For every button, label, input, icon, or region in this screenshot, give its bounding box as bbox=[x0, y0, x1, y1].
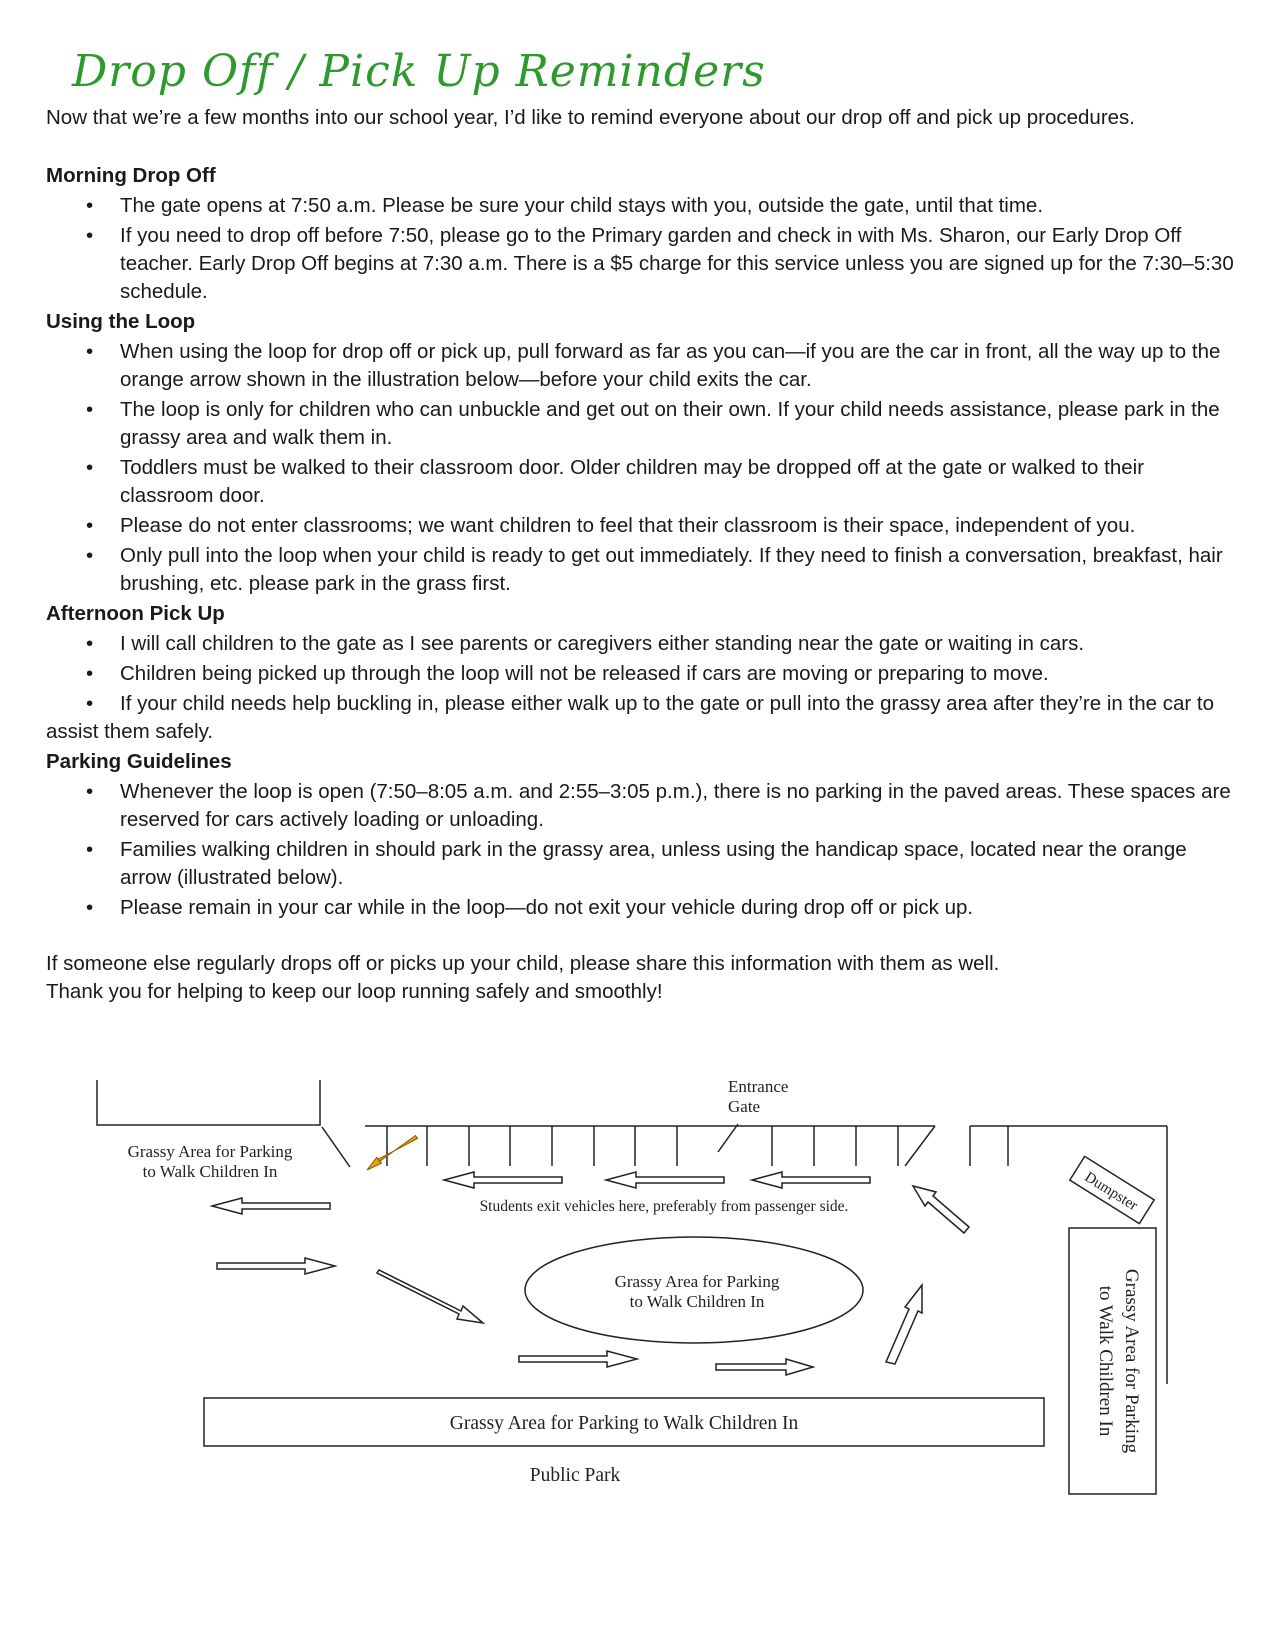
list-item: • Only pull into the loop when your child is ready to get out immediately. If they need to finish a conversation, breakfast, hair brushing, etc. please park in the grass first. bbox=[46, 542, 1236, 598]
list-morning-drop-off bbox=[46, 192, 1236, 306]
heading-using-the-loop: Using the Loop bbox=[46, 310, 196, 333]
arrow-up-left bbox=[913, 1186, 969, 1233]
grassy-area-bottom-label: Grassy Area for Parking to Walk Children In bbox=[449, 1413, 799, 1434]
arrow-left bbox=[752, 1172, 870, 1188]
grassy-area-topleft-diagonal bbox=[322, 1127, 350, 1167]
entrance-gate-label-2: Gate bbox=[728, 1097, 761, 1116]
arrow-right bbox=[716, 1359, 813, 1375]
list-afternoon-pick-up bbox=[46, 630, 1236, 746]
document-body bbox=[46, 104, 1236, 1006]
dumpster bbox=[1070, 1156, 1154, 1223]
grassy-area-center-label-1: Grassy Area for Parking bbox=[614, 1272, 780, 1291]
grassy-area-right-labels bbox=[1095, 1269, 1142, 1454]
public-park-label: Public Park bbox=[529, 1465, 621, 1486]
arrow-up-right bbox=[886, 1285, 922, 1364]
dumpster-label: Dumpster bbox=[1081, 1169, 1141, 1215]
list-item: • The loop is only for children who can unbuckle and get out on their own. If your child needs assistance, please park in the grassy area and walk them in. bbox=[46, 396, 1236, 452]
list-parking-guidelines bbox=[46, 778, 1236, 922]
grassy-area-center-label-2: to Walk Children In bbox=[629, 1292, 765, 1311]
arrow-left bbox=[212, 1198, 330, 1214]
arrow-left bbox=[606, 1172, 724, 1188]
entrance-gate-pointer bbox=[718, 1124, 738, 1152]
list-item: • If you need to drop off before 7:50, please go to the Primary garden and check in with Ms. Sharon, our Early Drop Off teacher. Early Drop Off begins at 7:30 a.m. There is a $5 charge for this service unless you are signed up for the 7:30–5:30 schedule. bbox=[46, 222, 1236, 306]
list-item: • Please remain in your car while in the loop—do not exit your vehicle during drop off or pick up. bbox=[46, 894, 1236, 922]
arrow-right bbox=[217, 1258, 335, 1274]
arrow-left bbox=[444, 1172, 562, 1188]
list-item: • I will call children to the gate as I see parents or caregivers either standing near the gate or waiting in cars. bbox=[46, 630, 1236, 658]
list-item: • If your child needs help buckling in, please either walk up to the gate or pull into the grassy area after they’re in the car to assist them safely. bbox=[46, 690, 1236, 746]
list-item: • Whenever the loop is open (7:50–8:05 a.m. and 2:55–3:05 p.m.), there is no parking in the paved areas. These spaces are reserved for cars actively loading or unloading. bbox=[46, 778, 1236, 834]
grassy-area-topleft-border bbox=[97, 1080, 320, 1125]
intro-paragraph: Now that we’re a few months into our school year, I’d like to remind everyone about our drop off and pick up procedures. bbox=[46, 106, 1136, 129]
list-item: • Families walking children in should park in the grassy area, unless using the handicap space, located near the orange arrow (illustrated below). bbox=[46, 836, 1236, 892]
entrance-gate-label-1: Entrance bbox=[728, 1077, 789, 1096]
list-item: • Please do not enter classrooms; we want children to feel that their classroom is their space, independent of you. bbox=[46, 512, 1236, 540]
heading-parking-guidelines: Parking Guidelines bbox=[46, 750, 232, 773]
closing-line-1: If someone else regularly drops off or picks up your child, please share this information with them as well. bbox=[46, 952, 1000, 975]
arrow-down-right bbox=[377, 1270, 483, 1323]
parking-space-dividers bbox=[387, 1126, 1008, 1166]
closing-line-2: Thank you for helping to keep our loop running safely and smoothly! bbox=[46, 980, 663, 1003]
grassy-area-topleft-label-2: to Walk Children In bbox=[142, 1162, 278, 1181]
page-title: Drop Off / Pick Up Reminders bbox=[72, 46, 766, 97]
arrow-right bbox=[519, 1351, 637, 1367]
list-item: • Toddlers must be walked to their classroom door. Older children may be dropped off at the gate or walked to their classroom door. bbox=[46, 454, 1236, 510]
list-using-the-loop bbox=[46, 338, 1236, 598]
list-item: • When using the loop for drop off or pick up, pull forward as far as you can—if you are the car in front, all the way up to the orange arrow shown in the illustration below—before your child exits the car. bbox=[46, 338, 1236, 394]
heading-afternoon-pick-up: Afternoon Pick Up bbox=[46, 602, 225, 625]
parking-loop-diagram bbox=[0, 1060, 1275, 1560]
orange-arrow bbox=[367, 1136, 418, 1171]
heading-morning-drop-off: Morning Drop Off bbox=[46, 164, 216, 187]
list-item: • The gate opens at 7:50 a.m. Please be sure your child stays with you, outside the gate, until that time. bbox=[46, 192, 1236, 220]
list-item: • Children being picked up through the loop will not be released if cars are moving or preparing to move. bbox=[46, 660, 1236, 688]
students-exit-label: Students exit vehicles here, preferably from passenger side. bbox=[479, 1198, 849, 1215]
grassy-area-right-label-2: to Walk Children In bbox=[1095, 1285, 1116, 1437]
grassy-area-topleft-label-1: Grassy Area for Parking bbox=[127, 1142, 293, 1161]
grassy-area-right-label-1: Grassy Area for Parking bbox=[1121, 1268, 1142, 1454]
